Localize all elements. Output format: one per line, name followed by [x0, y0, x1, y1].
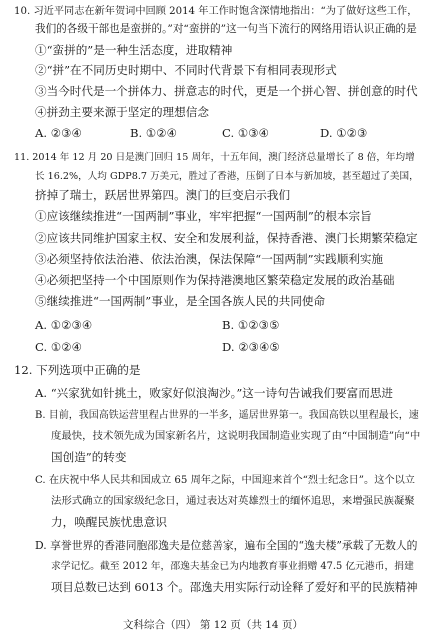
- q12-option-b-line-3: 国创造”的转变: [51, 450, 127, 464]
- q10-item-4: ④拼劲主要来源于坚定的理想信念: [35, 105, 209, 119]
- q11-item-4: ④必须把坚持一个中国原则作为保持港澳地区繁荣稳定发展的政治基础: [35, 273, 395, 287]
- q11-option-d: D. ②③④⑤: [222, 340, 280, 354]
- q10-option-d: D. ①②③: [320, 126, 368, 140]
- q10-stem-line-1: 10. 习近平同志在新年贺词中回顾 2014 年工作时饱含深情地指出：“为了做好这些工作，: [14, 6, 418, 17]
- q12-option-a-line-1: A. “兴家犹如针挑土，败家好似浪淘沙。”这一诗句告诫我们要富而思进: [35, 386, 394, 400]
- q12-stem: 12. 下列选项中正确的是: [14, 363, 141, 377]
- q10-item-2: ②“拼”在不同历史时期中、不同时代背景下有相同表现形式: [35, 63, 337, 77]
- q11-option-a: A. ①②③④: [35, 318, 93, 332]
- q10-stem-line-2: 我们的各级干部也是蛮拼的。”对“蛮拼的”这一句当下流行的网络用语认识正确的是: [35, 23, 417, 35]
- q12-option-d-line-1: D. 享誉世界的香港同胞邵逸夫是位慈善家，遍布全国的“逸夫楼”承载了无数人的: [35, 539, 418, 552]
- q12-option-b-line-1: B. 目前，我国高铁运营里程占世界的一半多，遥居世界第一。我国高铁以里程最长，速: [35, 410, 419, 421]
- q10-item-3: ③当今时代是一个拼体力、拼意志的时代，更是一个拼心智、拼创意的时代: [35, 84, 418, 98]
- q11-stem-line-2: 长 16.2%，人均 GDP8.7 万美元，胜过了香港，压倒了日本与新加坡，甚至超过了美国，: [35, 171, 419, 182]
- q11-stem-line-3: 挤掉了瑞士，跃居世界第四。澳门的巨变启示我们: [35, 188, 291, 202]
- q12-option-c-line-3: 力，唤醒民族忧患意识: [51, 515, 167, 529]
- page-footer: 文科综合（四） 第 12 页（共 14 页）: [123, 619, 303, 631]
- q11-item-2: ②应该共同维护国家主权、安全和发展利益，保持香港、澳门长期繁荣稳定: [35, 231, 418, 245]
- q12-option-c-line-2: 法形式确立的国家级纪念日，通过表达对英雄烈士的缅怀追思，来增强民族凝聚: [51, 495, 415, 507]
- q10-option-b: B. ①②④: [130, 126, 178, 140]
- q10-option-a: A. ②③④: [35, 126, 82, 140]
- q11-item-3: ③必须坚持依法治港、依法治澳，保法保障“一国两制”实践顺利实施: [35, 252, 384, 266]
- q12-option-b-line-2: 度最快，技术领先成为国家新名片，这说明我国制造业实现了由“中国制造”向“中: [51, 430, 421, 442]
- q10-option-c: C. ①③④: [222, 126, 270, 140]
- q10-item-1: ①“蛮拼的”是一种生活态度，进取精神: [35, 43, 233, 57]
- q11-item-5: ⑤继续推进“一国两制”事业，是全国各族人民的共同使命: [35, 294, 326, 308]
- q11-option-c: C. ①②④: [35, 340, 83, 354]
- q11-item-1: ①应该继续推进“一国两制”事业，牢牢把握“一国两制”的根本宗旨: [35, 209, 372, 223]
- q12-option-d-line-3: 项目总数已达到 6013 个。邵逸夫用实际行动诠释了爱好和平的民族精神: [51, 580, 418, 594]
- q12-option-d-line-2: 求学记忆。截至 2012 年，邵逸夫基金已为内地教育事业捐赠 47.5 亿元港币，捐建: [51, 561, 414, 572]
- q11-stem-line-1: 11. 2014 年 12 月 20 日是澳门回归 15 周年，十五年间，澳门经济总量增长了 8 倍，年均增: [14, 152, 415, 163]
- q12-option-c-line-1: C. 在庆祝中华人民共和国成立 65 周年之际，中国迎来首个“烈士纪念日”。这个以立: [35, 475, 415, 486]
- q11-option-b: B. ①②③⑤: [222, 318, 280, 332]
